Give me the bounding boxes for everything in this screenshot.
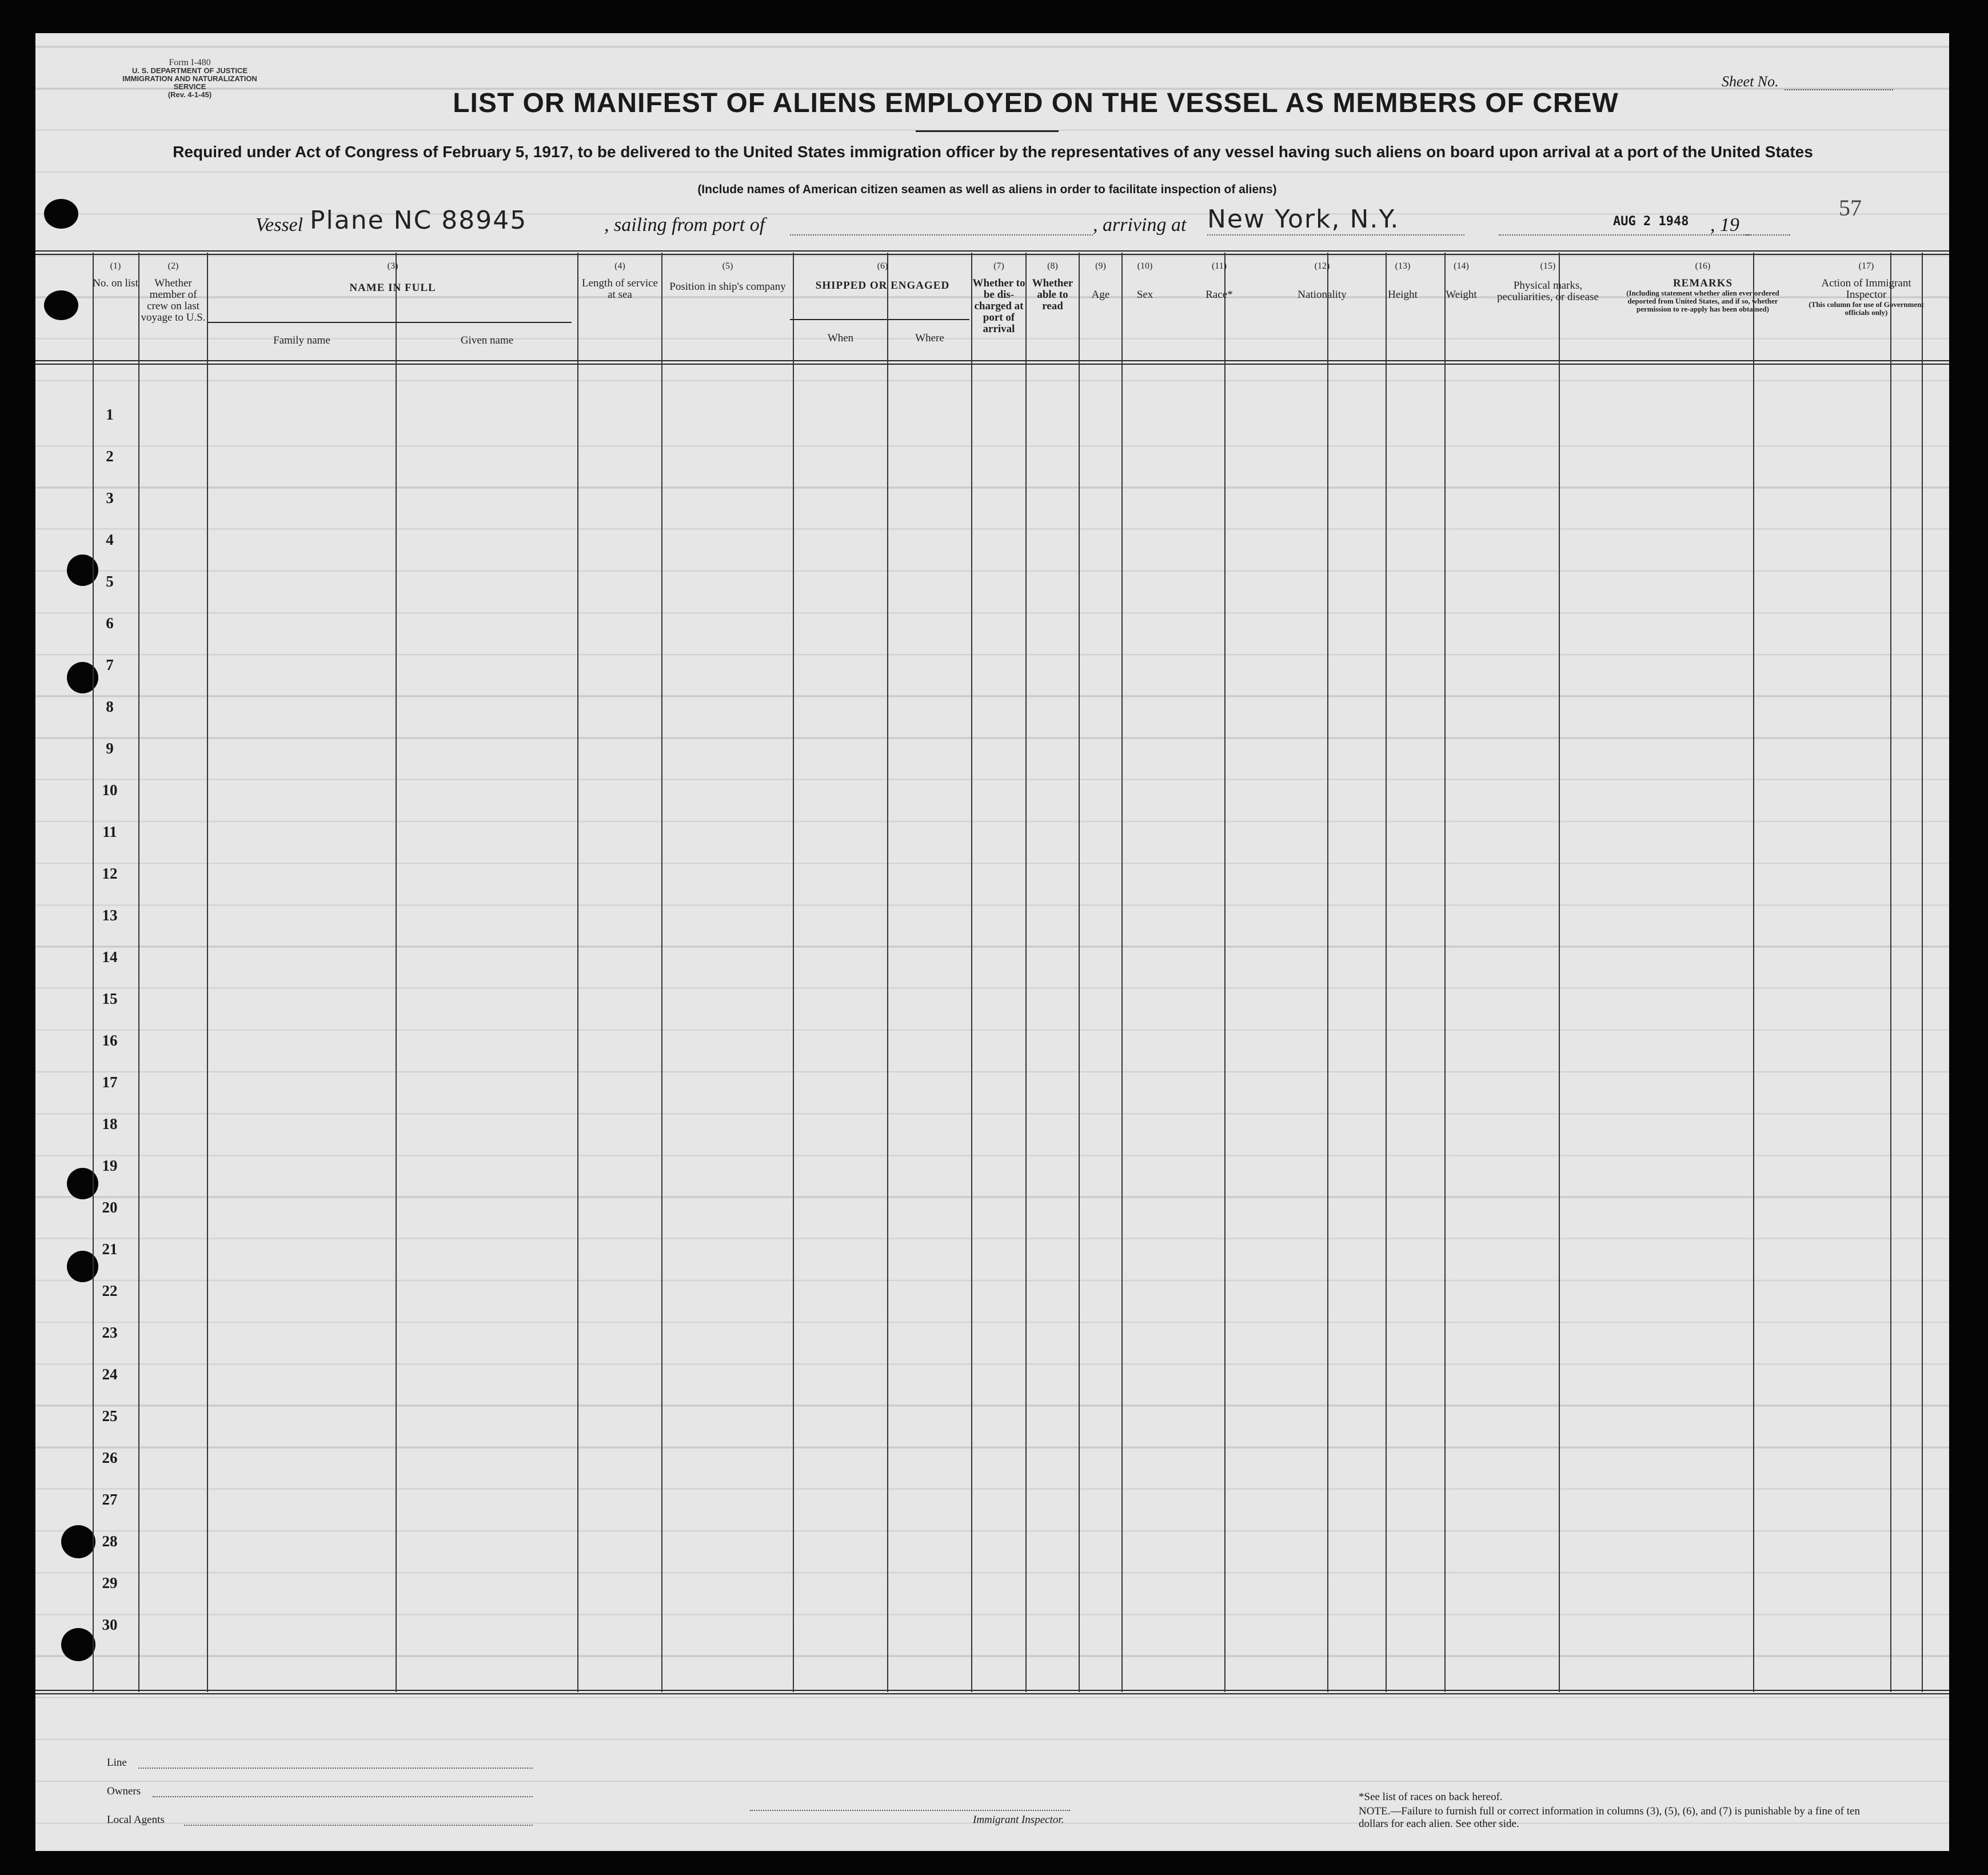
column-number: (1)	[110, 261, 121, 271]
column-number: (17)	[1858, 261, 1874, 271]
column-number: (15)	[1540, 261, 1556, 271]
punch-hole	[61, 1525, 95, 1558]
row-number: 13	[102, 907, 118, 924]
column-divider	[887, 253, 888, 1692]
row-number: 7	[106, 656, 114, 673]
header-race	[1168, 261, 1270, 301]
row-number: 24	[102, 1366, 118, 1383]
column-label: Position in ship's company	[669, 281, 786, 293]
row-number: 1	[106, 406, 114, 423]
header-position	[662, 261, 793, 293]
row-number: 5	[106, 573, 114, 590]
column-number: (8)	[1047, 261, 1058, 271]
document-subtitle: Required under Act of Congress of February 5, 1917, to be delivered to the United States immigration officer by the representatives of any vessel having such aliens on board upon arrival at a port of the United States	[173, 143, 1813, 161]
column-divider	[1025, 253, 1027, 1692]
department-name: U. S. DEPARTMENT OF JUSTICE	[132, 66, 247, 75]
column-label: Age	[1091, 289, 1110, 301]
sheet-number-label: Sheet No.	[1722, 73, 1779, 90]
row-number: 9	[106, 740, 114, 757]
form-number: Form I-480	[169, 58, 211, 67]
owners-blank[interactable]	[153, 1796, 533, 1797]
arrival-port-handwritten[interactable]: New York, N.Y.	[1207, 205, 1400, 234]
header-name-in-full	[208, 261, 577, 294]
form-identification	[115, 59, 264, 99]
column-sublabel: (This column for use of Government officials only)	[1809, 300, 1924, 317]
service-name: IMMIGRATION AND NATURALIZATION SERVICE	[122, 74, 257, 91]
row-number: 3	[106, 489, 114, 506]
row-number: 10	[102, 781, 118, 799]
column-number: (4)	[614, 261, 625, 271]
row-number: 16	[102, 1032, 118, 1049]
column-number: (5)	[722, 261, 733, 271]
row-number: 28	[102, 1533, 118, 1550]
header-physical-marks	[1491, 261, 1604, 303]
row-number: 6	[106, 615, 114, 632]
row-number: 26	[102, 1449, 118, 1466]
table-top-rule	[35, 250, 1949, 252]
page-number: 57	[1839, 195, 1862, 221]
year-blank[interactable]	[1745, 234, 1790, 236]
column-number: (9)	[1095, 261, 1106, 271]
column-divider	[1444, 253, 1446, 1692]
column-number: (12)	[1314, 261, 1330, 271]
sailing-port-blank[interactable]	[790, 234, 1093, 236]
header-weight	[1432, 261, 1490, 301]
header-bottom-rule	[35, 360, 1949, 361]
column-divider	[793, 253, 794, 1692]
column-label: Physical marks, peculiarities, or disease	[1497, 280, 1599, 303]
column-label: Sex	[1136, 289, 1153, 301]
row-number: 25	[102, 1407, 118, 1425]
local-agents-label: Local Agents	[107, 1814, 165, 1826]
column-divider	[661, 253, 662, 1692]
punch-hole	[44, 199, 78, 229]
header-nationality	[1271, 261, 1373, 301]
manifest-sheet	[35, 33, 1949, 1851]
column-number: (7)	[993, 261, 1004, 271]
line-label: Line	[107, 1757, 127, 1769]
row-number: 29	[102, 1574, 118, 1591]
header-height	[1374, 261, 1431, 301]
column-label: Height	[1388, 289, 1418, 301]
vessel-name-handwritten[interactable]: Plane NC 88945	[310, 206, 528, 235]
form-revision: (Rev. 4-1-45)	[167, 90, 212, 99]
document-title: LIST OR MANIFEST OF ALIENS EMPLOYED ON THE VESSEL AS MEMBERS OF CREW	[453, 88, 1619, 118]
row-number: 20	[102, 1199, 118, 1216]
table-bottom-rule	[35, 1693, 1949, 1694]
header-able-to-read	[1027, 261, 1079, 312]
row-number: 2	[106, 448, 114, 465]
column-number: (14)	[1454, 261, 1469, 271]
header-discharged	[972, 261, 1025, 335]
column-divider	[1327, 253, 1328, 1692]
column-label: SHIPPED OR ENGAGED	[815, 280, 950, 292]
include-note: (Include names of American citizen seamen as well as aliens in order to facilitate inspection of aliens)	[697, 183, 1277, 196]
header-sex	[1123, 261, 1167, 301]
row-number: 21	[102, 1240, 118, 1258]
header-family-name: Family name	[273, 334, 330, 346]
column-divider	[1753, 253, 1754, 1692]
column-divider	[1121, 253, 1123, 1692]
column-number: (13)	[1395, 261, 1411, 271]
row-number: 23	[102, 1324, 118, 1341]
header-no-on-list	[93, 261, 138, 289]
row-number: 12	[102, 865, 118, 882]
punch-hole	[44, 290, 78, 320]
column-divider	[1922, 253, 1923, 1692]
header-remarks	[1606, 261, 1800, 313]
row-number: 8	[106, 698, 114, 715]
vessel-line	[224, 205, 1796, 240]
date-stamp: AUG 2 1948	[1613, 214, 1689, 229]
penalty-note: NOTE.—Failure to furnish full or correct information in columns (3), (5), (6), and (7) is punishable by a fine of ten dollars for each alien. See other side.	[1359, 1805, 1860, 1830]
column-label: Whether able to read	[1032, 277, 1073, 312]
column-number: (10)	[1137, 261, 1153, 271]
owners-label: Owners	[107, 1785, 141, 1797]
column-divider	[93, 253, 94, 1692]
header-crew-last-voyage	[139, 261, 207, 324]
column-number: (11)	[1211, 261, 1227, 271]
row-number: 15	[102, 990, 118, 1007]
column-label: Nationality	[1298, 289, 1347, 301]
year-label: , 19	[1710, 214, 1739, 236]
column-label: Race*	[1205, 289, 1233, 301]
header-length-of-service	[578, 261, 661, 301]
punch-hole	[61, 1628, 95, 1661]
header-where: Where	[915, 332, 944, 344]
column-divider	[1079, 253, 1080, 1692]
column-sublabel: (Including statement whether alien ever ordered deported from United States, and if so, whether permission to re-apply has been obtained)	[1626, 289, 1779, 313]
inspector-signature-blank[interactable]	[750, 1810, 1070, 1811]
column-divider	[577, 253, 578, 1692]
column-label: Length of service at sea	[582, 277, 658, 301]
race-footnote: *See list of races on back hereof.	[1359, 1791, 1503, 1803]
column-divider	[1559, 253, 1560, 1692]
inspector-label: Immigrant Inspector.	[973, 1814, 1064, 1826]
column-label: Weight	[1446, 289, 1477, 301]
column-label: Whether to be dis-charged at port of arrival	[972, 277, 1025, 335]
arrival-port-blank	[1207, 234, 1464, 236]
vessel-label: Vessel	[256, 214, 304, 236]
table-bottom-rule	[35, 1690, 1949, 1691]
row-number: 19	[102, 1157, 118, 1174]
local-agents-blank[interactable]	[184, 1825, 533, 1826]
header-shipped-or-engaged	[794, 261, 971, 292]
column-number: (3)	[387, 261, 398, 271]
column-divider	[396, 253, 397, 1692]
sailing-label: , sailing from port of	[604, 214, 765, 236]
header-inspector-action	[1801, 261, 1931, 317]
row-number: 27	[102, 1491, 118, 1508]
row-number: 22	[102, 1282, 118, 1299]
header-given-name: Given name	[460, 334, 514, 346]
shipped-subheader-rule	[790, 319, 969, 320]
column-number: (2)	[167, 261, 179, 271]
row-number: 18	[102, 1115, 118, 1132]
name-subheader-rule	[207, 322, 572, 323]
row-number: 14	[102, 948, 118, 966]
header-when: When	[827, 332, 854, 344]
line-blank[interactable]	[138, 1768, 533, 1769]
column-divider	[138, 253, 139, 1692]
column-divider	[207, 253, 208, 1692]
arriving-label: , arriving at	[1093, 214, 1187, 236]
row-number: 4	[106, 531, 114, 548]
row-number: 17	[102, 1074, 118, 1091]
column-label: No. on list	[93, 277, 138, 289]
column-divider	[1386, 253, 1387, 1692]
header-bottom-rule	[35, 364, 1949, 365]
row-number: 30	[102, 1616, 118, 1633]
header-age	[1080, 261, 1121, 301]
column-label: Whether member of crew on last voyage to U.S.	[141, 277, 206, 324]
column-divider	[971, 253, 972, 1692]
column-number: (6)	[877, 261, 888, 271]
column-label: REMARKS	[1672, 277, 1733, 289]
column-label: NAME IN FULL	[349, 282, 436, 294]
column-divider	[1890, 253, 1891, 1692]
title-underline	[916, 130, 1059, 132]
column-divider	[1224, 253, 1225, 1692]
column-label: Action of Immigrant Inspector	[1821, 277, 1911, 301]
row-number: 11	[102, 823, 117, 840]
table-top-rule	[35, 254, 1949, 255]
column-number: (16)	[1695, 261, 1711, 271]
